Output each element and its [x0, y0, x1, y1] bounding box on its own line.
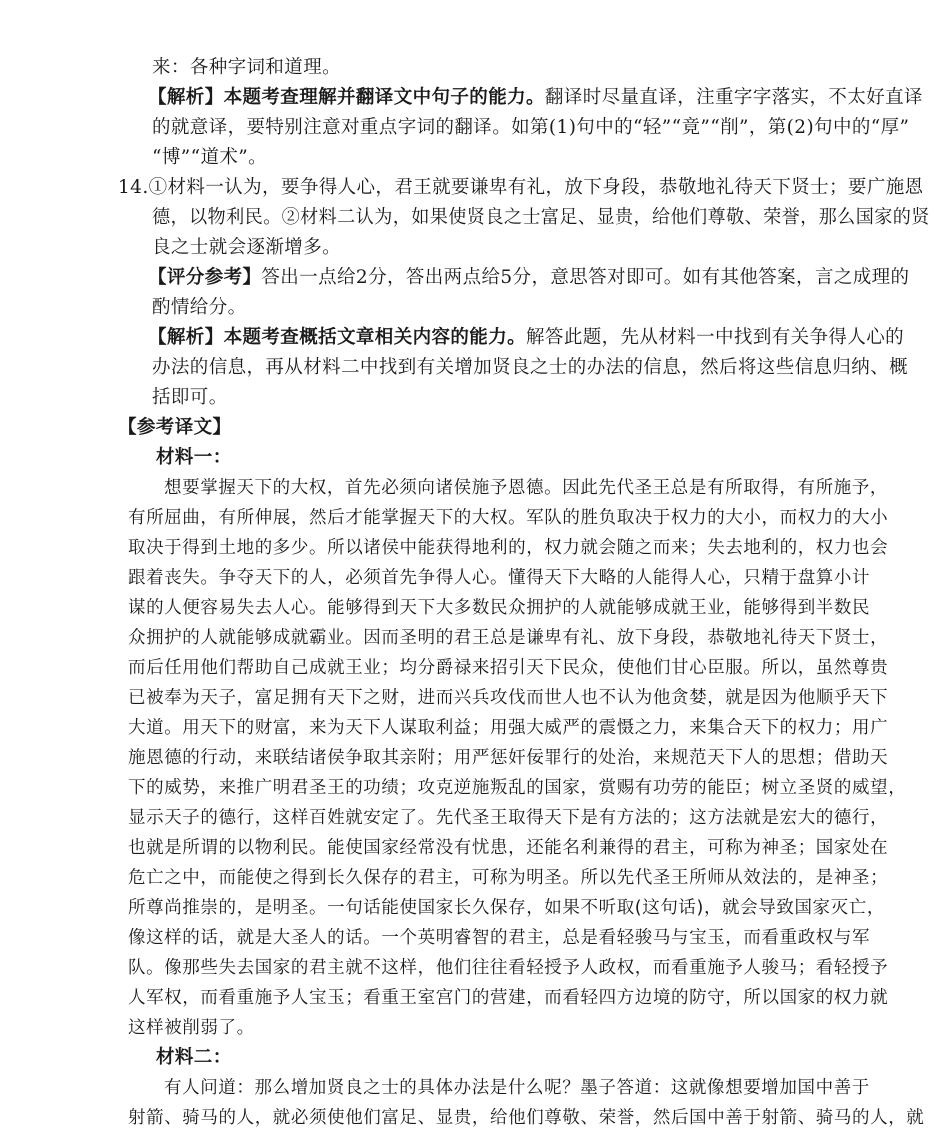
analysis-rest: 解答此题，先从材料一中找到有关争得人心的 [526, 327, 905, 348]
analysis-tag: 【解析】 [148, 327, 224, 348]
answer14-line-2: 德，以物利民。②材料二认为，如果使贤良之士富足、显贵，给他们尊敬、荣誉，那么国家的贤 [152, 207, 930, 228]
material1-line: 也就是所谓的以物利民。能使国家经常没有忧患，还能名利兼得的君主，可称为神圣；国家处在 [128, 838, 889, 858]
answer14-analysis [148, 326, 904, 350]
analysis-bold: 本题考查理解并翻译文中句子的能力。 [223, 87, 545, 108]
material1-line: 众拥护的人就能够成就霸业。因而圣明的君王总是谦卑有礼、放下身段，恭敬地礼待天下贤士， [128, 628, 889, 648]
material1-line: 像这样的话，就是大圣人的话。一个英明睿智的君主，总是看轻骏马与宝玉，而看重政权与军 [128, 928, 871, 948]
material2-line: 射箭、骑马的人，就必须使他们富足、显贵，给他们尊敬、荣誉，然后国中善于射箭、骑马的人，就 [128, 1108, 925, 1128]
answer14-line-3: 良之士就会逐渐增多。 [152, 237, 342, 258]
material2-title: 材料二： [156, 1047, 232, 1068]
material1-line: 施恩德的行动，来联结诸侯争取其亲附；用严惩奸佞罪行的处治，来规范天下人的思想；借助天 [128, 748, 889, 768]
analysis-tag: 【解析】 [148, 87, 224, 108]
answer13-line-0: 来：各种字词和道理。 [152, 57, 342, 78]
material1-title: 材料一： [156, 447, 232, 468]
material1-line: 已被奉为天子，富足拥有天下之财，进而兴兵攻伐而世人也不认为他贪婪，就是因为他顺乎天下 [128, 688, 889, 708]
material1-line: 想要掌握天下的大权，首先必须向诸侯施予恩德。因此先代圣王总是有所取得，有所施予， [164, 478, 888, 498]
material1-line: 而后任用他们帮助自己成就王业；均分爵禄来招引天下民众，使他们甘心臣服。所以，虽然尊贵 [128, 658, 889, 678]
material1-line: 有所屈曲，有所伸展，然后才能掌握天下的大权。军队的胜负取决于权力的大小，而权力的大小 [128, 508, 889, 528]
material1-line: 显示天子的德行，这样百姓就安定了。先代圣王取得天下是有方法的；这方法就是宏大的德行， [128, 808, 889, 828]
material1-line: 大道。用天下的财富，来为天下人谋取利益；用强大威严的震慑之力，来集合天下的权力；用广 [128, 718, 889, 738]
material1-line: 下的威势，来推广明君圣王的功绩；攻克逆施叛乱的国家，赏赐有功劳的能臣；树立圣贤的威望， [128, 778, 907, 798]
material1-line: 谋的人便容易失去人心。能够得到天下大多数民众拥护的人就能够成就王业，能够得到半数民 [128, 598, 871, 618]
answer14-score-line-2: 酌情给分。 [152, 297, 247, 318]
material1-line: 取决于得到土地的多少。所以诸侯中能获得地利的，权力就会随之而来；失去地利的，权力也会 [128, 538, 889, 558]
score-tag: 【评分参考】 [148, 267, 262, 288]
translation-heading: 【参考译文】 [118, 417, 232, 438]
material1-line: 人军权，而看重施予人宝玉；看重王室宫门的营建，而看轻四方边境的防守，所以国家的权力就 [128, 988, 889, 1008]
answer13-line-3: “博”“道术”。 [152, 147, 268, 168]
answer14-line-1 [118, 176, 924, 200]
material1-line: 危亡之中，而能使之得到长久保存的君主，可称为明圣。所以先代圣王所师从效法的，是神圣； [128, 868, 889, 888]
analysis-bold: 本题考查概括文章相关内容的能力。 [223, 327, 527, 348]
material1-line: 跟着丧失。争夺天下的人，必须首先争得人心。懂得天下大略的人能得人心，只精于盘算小计 [128, 568, 871, 588]
answer14-score [148, 266, 909, 290]
material1-line: 这样被削弱了。 [128, 1018, 255, 1038]
answer14-number: 14. [118, 177, 149, 198]
score-rest: 答出一点给2分，答出两点给5分，意思答对即可。如有其他答案，言之成理的 [261, 267, 910, 288]
analysis-rest: 翻译时尽量直译，注重字字落实，不太好直译 [544, 87, 923, 108]
answer13-line-2: 的就意译，要特别注意对重点字词的翻译。如第(1)句中的“轻”“竟”“削”，第(2)句中的“厚” [152, 117, 910, 138]
answer14-analysis-line-3: 括即可。 [152, 387, 228, 408]
answer14-text-1: ①材料一认为，要争得人心，君王就要谦卑有礼，放下身段，恭敬地礼待天下贤士；要广施恩 [148, 177, 924, 198]
answer14-analysis-line-2: 办法的信息，再从材料二中找到有关增加贤良之士的办法的信息，然后将这些信息归纳、概 [152, 357, 909, 378]
material1-line: 队。像那些失去国家的君主就不这样，他们往往看轻授予人政权，而看重施予人骏马；看轻授予 [128, 958, 889, 978]
material1-line: 所尊尚推崇的，是明圣。一句话能使国家长久保存，如果不听取(这句话)，就会导致国家灭亡， [128, 898, 885, 918]
answer13-analysis [148, 86, 923, 110]
material2-line: 有人问道：那么增加贤良之士的具体办法是什么呢？墨子答道：这就像想要增加国中善于 [164, 1078, 870, 1098]
